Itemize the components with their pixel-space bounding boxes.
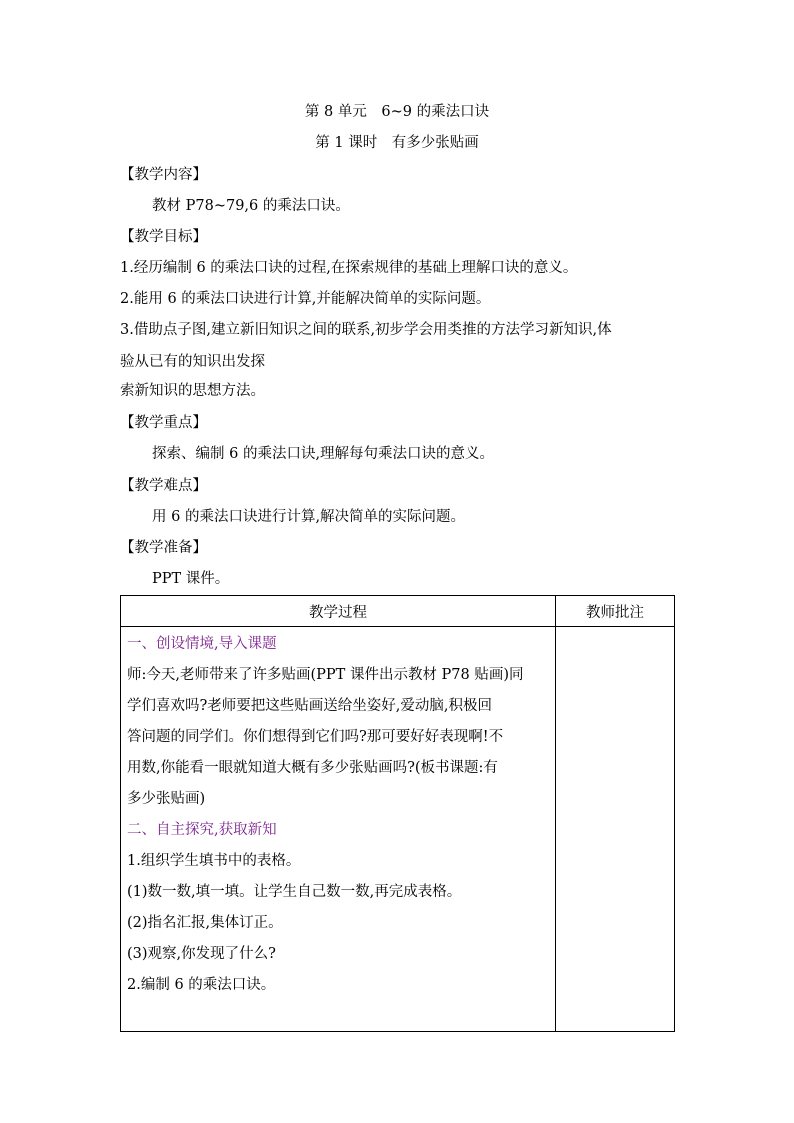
content-text: 教材 P78~79,6 的乘法口诀。 — [152, 198, 350, 214]
section-title: 一、创设情境,导入课题 — [127, 636, 277, 652]
preparation-text: PPT 课件。 — [152, 571, 230, 587]
goal-item: 2.能用 6 的乘法口诀进行计算,并能解决简单的实际问题。 — [120, 291, 491, 307]
body-line: 多少张贴画) — [127, 791, 206, 807]
lesson-title: 第 1 课时 有多少张贴画 — [315, 135, 479, 151]
section-title: 二、自主探究,获取新知 — [127, 822, 277, 838]
goal-item: 索新知识的思想方法。 — [120, 383, 265, 399]
remarks-cell — [556, 627, 675, 1032]
goal-item: 1.经历编制 6 的乘法口诀的过程,在探索规律的基础上理解口诀的意义。 — [120, 260, 578, 276]
table-header-row — [121, 596, 675, 627]
body-line: (3)观察,你发现了什么? — [127, 946, 276, 962]
body-line: (2)指名汇报,集体订正。 — [127, 915, 283, 931]
process-column-header: 教学过程 — [121, 596, 556, 627]
body-line: 2.编制 6 的乘法口诀。 — [127, 977, 276, 993]
focus-text: 探索、编制 6 的乘法口诀,理解每句乘法口诀的意义。 — [152, 446, 495, 462]
body-line: 用数,你能看一眼就知道大概有多少张贴画吗?(板书课题:有 — [127, 760, 498, 776]
difficulty-heading: 【教学难点】 — [120, 478, 207, 494]
body-line: 师:今天,老师带来了许多贴画(PPT 课件出示教材 P78 贴画)同 — [127, 667, 524, 683]
focus-heading: 【教学重点】 — [120, 415, 207, 431]
unit-title: 第 8 单元 6~9 的乘法口诀 — [304, 104, 490, 120]
content-heading: 【教学内容】 — [120, 167, 207, 183]
goal-item: 3.借助点子图,建立新旧知识之间的联系,初步学会用类推的方法学习新知识,体 — [120, 322, 612, 338]
body-line: 1.组织学生填书中的表格。 — [127, 853, 301, 869]
body-line: (1)数一数,填一填。让学生自己数一数,再完成表格。 — [127, 884, 462, 900]
remarks-column-header: 教师批注 — [556, 596, 675, 627]
body-line: 答问题的同学们。你们想得到它们吗?那可要好好表现啊!不 — [127, 729, 504, 745]
process-cell — [121, 627, 556, 1032]
body-line: 学们喜欢吗?老师要把这些贴画送给坐姿好,爱动脑,积极回 — [127, 698, 492, 714]
preparation-heading: 【教学准备】 — [120, 540, 207, 556]
table-row — [121, 627, 675, 1032]
difficulty-text: 用 6 的乘法口诀进行计算,解决简单的实际问题。 — [152, 509, 466, 525]
goal-item: 验从已有的知识出发探 — [120, 354, 265, 370]
process-table — [120, 595, 675, 1032]
goals-heading: 【教学目标】 — [120, 229, 207, 245]
